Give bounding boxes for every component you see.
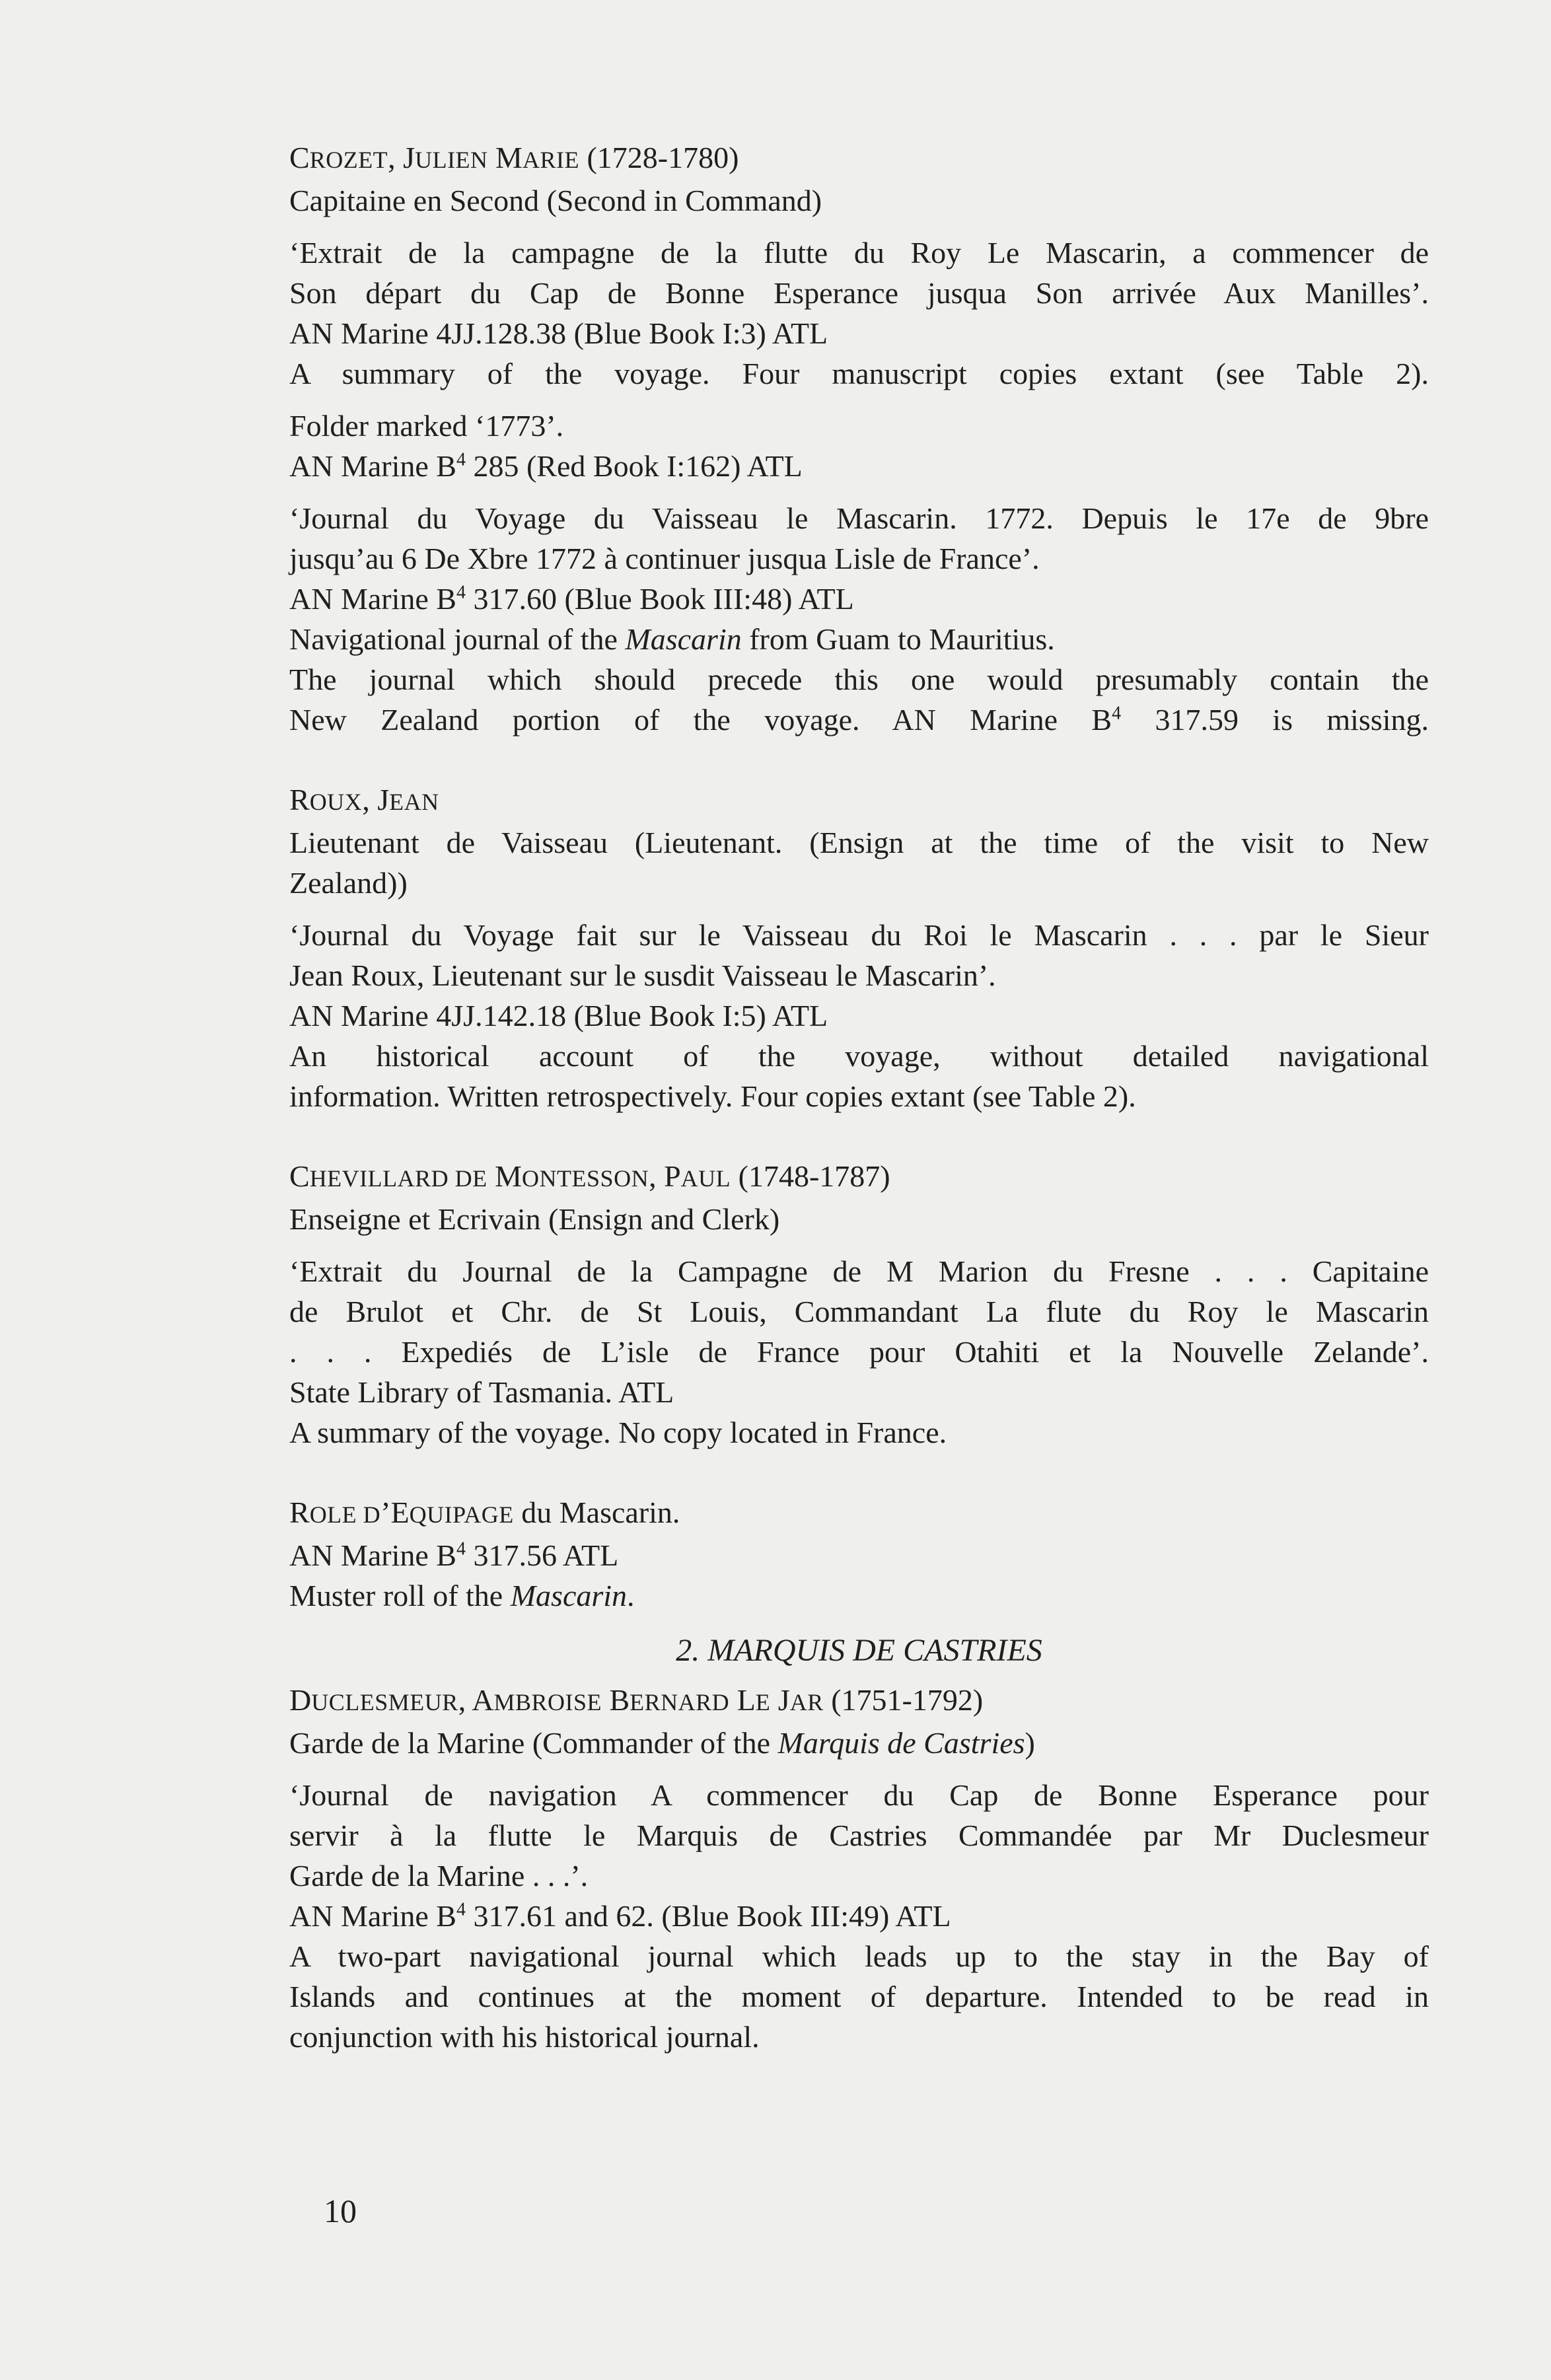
entry-heading-chevillard (289, 1156, 1429, 1199)
text-part: from Guam to Mauritius. (741, 622, 1055, 656)
superscript: 4 (456, 1899, 466, 1920)
name-part: , J (388, 141, 415, 174)
text-line: . . . Expediés de L’isle de France pour Otahiti et la Nouvelle Zelande’. (289, 1335, 1429, 1369)
text-line: servir à la flutte le Marquis de Castries Commandée par Mr Duclesmeur (289, 1819, 1429, 1852)
name-part: L (729, 1683, 756, 1717)
name-part: , J (362, 783, 390, 816)
name-part: UCLESMEUR (311, 1689, 458, 1715)
text-line (289, 1575, 1429, 1616)
archive-reference: AN Marine 4JJ.128.38 (Blue Book I:3) ATL (289, 316, 828, 350)
entry-heading-roux (289, 779, 1429, 822)
name-part: B (601, 1683, 630, 1717)
name-part: QUIPAGE (409, 1501, 514, 1528)
text-line: The journal which should precede this one would presumably contain the (289, 663, 1429, 696)
text-line: ‘Journal du Voyage du Vaisseau le Mascarin. 1772. Depuis le 17e de 9bre (289, 501, 1429, 535)
superscript: 4 (456, 1538, 466, 1560)
archive-reference: AN Marine 4JJ.142.18 (Blue Book I:5) ATL (289, 999, 828, 1032)
text-line (289, 700, 1429, 740)
name-part: C (289, 141, 310, 174)
name-part: M (487, 1159, 523, 1193)
text-line: Islands and continues at the moment of departure. Intended to be read in (289, 1980, 1429, 2013)
life-dates: (1728-1780) (579, 141, 739, 174)
archive-reference (289, 1896, 1429, 1936)
ref-part: AN Marine B (289, 1538, 456, 1572)
name-tail: du Mascarin. (513, 1496, 680, 1529)
text-line: conjunction with his historical journal. (289, 2020, 760, 2054)
section-heading: 2. MARQUIS DE CASTRIES (676, 1633, 1042, 1668)
rank-line: Zealand)) (289, 866, 408, 900)
name-part: J (770, 1683, 790, 1717)
text-line: An historical account of the voyage, without detailed navigational (289, 1039, 1429, 1073)
text-line: State Library of Tasmania. ATL (289, 1375, 674, 1409)
text-line: information. Written retrospectively. Four copies extant (see Table 2). (289, 1079, 1136, 1113)
superscript: 4 (1112, 703, 1122, 724)
ship-name: Mascarin (625, 622, 742, 656)
page-text (289, 137, 1429, 2057)
entry-heading-crozet (289, 137, 1429, 180)
superscript: 4 (456, 582, 466, 603)
name-part: ’E (380, 1496, 410, 1529)
text-line: A two-part navigational journal which leads up to the stay in the Bay of (289, 1939, 1429, 1973)
ship-name: Mascarin (510, 1579, 628, 1612)
text-part: 317.59 is missing. (1121, 703, 1429, 737)
life-dates: (1748-1787) (731, 1159, 890, 1193)
name-part: E (755, 1689, 771, 1715)
name-part: ARIE (522, 147, 579, 173)
text-line: ‘Journal du Voyage fait sur le Vaisseau du Roi le Mascarin . . . par le Sieur (289, 918, 1429, 952)
text-line: Folder marked ‘1773’. (289, 409, 564, 443)
name-part: , P (649, 1159, 681, 1193)
name-part: C (289, 1159, 310, 1193)
name-part: R (289, 783, 310, 816)
ship-name: Marquis de Castries (777, 1726, 1025, 1760)
text-line: jusqu’au 6 De Xbre 1772 à continuer jusqua Lisle de France’. (289, 542, 1040, 575)
rank-line (289, 1723, 1429, 1763)
name-part: , A (458, 1683, 494, 1717)
entry-heading-role (289, 1492, 1429, 1535)
rank-line: Capitaine en Second (Second in Command) (289, 184, 822, 217)
name-part: MBROISE (493, 1689, 602, 1715)
name-part: OUX (309, 789, 363, 815)
text-part: New Zealand portion of the voyage. AN Marine B (289, 703, 1112, 737)
name-part: ERNARD (630, 1689, 730, 1715)
name-part: ROZET (309, 147, 388, 173)
ref-part: AN Marine B (289, 582, 456, 616)
text-line: ‘Extrait du Journal de la Campagne de M Marion du Fresne . . . Capitaine (289, 1254, 1429, 1288)
ref-part: AN Marine B (289, 1899, 456, 1933)
ref-part: 317.61 and 62. (Blue Book III:49) ATL (465, 1899, 951, 1933)
ref-part: 317.60 (Blue Book III:48) ATL (465, 582, 854, 616)
name-part: OLE D (309, 1501, 381, 1528)
rank-line: Enseigne et Ecrivain (Ensign and Clerk) (289, 1202, 780, 1236)
rank-part: ) (1025, 1726, 1035, 1760)
text-line: Jean Roux, Lieutenant sur le susdit Vaisseau le Mascarin’. (289, 958, 996, 992)
page-number: 10 (324, 2192, 357, 2229)
name-part: M (487, 141, 523, 174)
name-part: AR (789, 1689, 824, 1715)
ref-part: 317.56 ATL (465, 1538, 619, 1572)
name-part: ULIEN (415, 147, 488, 173)
text-line: ‘Journal de navigation A commencer du Cap de Bonne Esperance pour (289, 1778, 1429, 1812)
ref-part: 285 (Red Book I:162) ATL (465, 449, 803, 483)
text-part: Muster roll of the (289, 1579, 511, 1612)
entry-heading-duclesmeur (289, 1680, 1429, 1723)
archive-reference (289, 1535, 1429, 1575)
name-part: ONTESSON (522, 1165, 649, 1192)
rank-line: Lieutenant de Vaisseau (Lieutenant. (Ensign at the time of the visit to New (289, 826, 1429, 859)
name-part: AUL (680, 1165, 731, 1192)
text-line: Garde de la Marine . . .’. (289, 1859, 589, 1893)
text-line: ‘Extrait de la campagne de la flutte du Roy Le Mascarin, a commencer de (289, 236, 1429, 270)
text-line: A summary of the voyage. No copy located in France. (289, 1416, 947, 1449)
name-part: D (289, 1683, 312, 1717)
ref-part: AN Marine B (289, 449, 456, 483)
name-part: EAN (389, 789, 439, 815)
text-line: de Brulot et Chr. de St Louis, Commandant La flute du Roy le Mascarin (289, 1295, 1429, 1328)
text-part: . (627, 1579, 635, 1612)
name-part: R (289, 1496, 310, 1529)
life-dates: (1751-1792) (823, 1683, 984, 1717)
superscript: 4 (456, 449, 466, 470)
rank-part: Garde de la Marine (Commander of the (289, 1726, 778, 1760)
text-part: Navigational journal of the (289, 622, 626, 656)
archive-reference (289, 579, 1429, 619)
text-line: A summary of the voyage. Four manuscript copies extant (see Table 2). (289, 357, 1429, 390)
text-line (289, 619, 1429, 659)
text-line: Son départ du Cap de Bonne Esperance jusqua Son arrivée Aux Manilles’. (289, 276, 1429, 310)
archive-reference (289, 446, 1429, 486)
name-part: HEVILLARD DE (309, 1165, 487, 1192)
